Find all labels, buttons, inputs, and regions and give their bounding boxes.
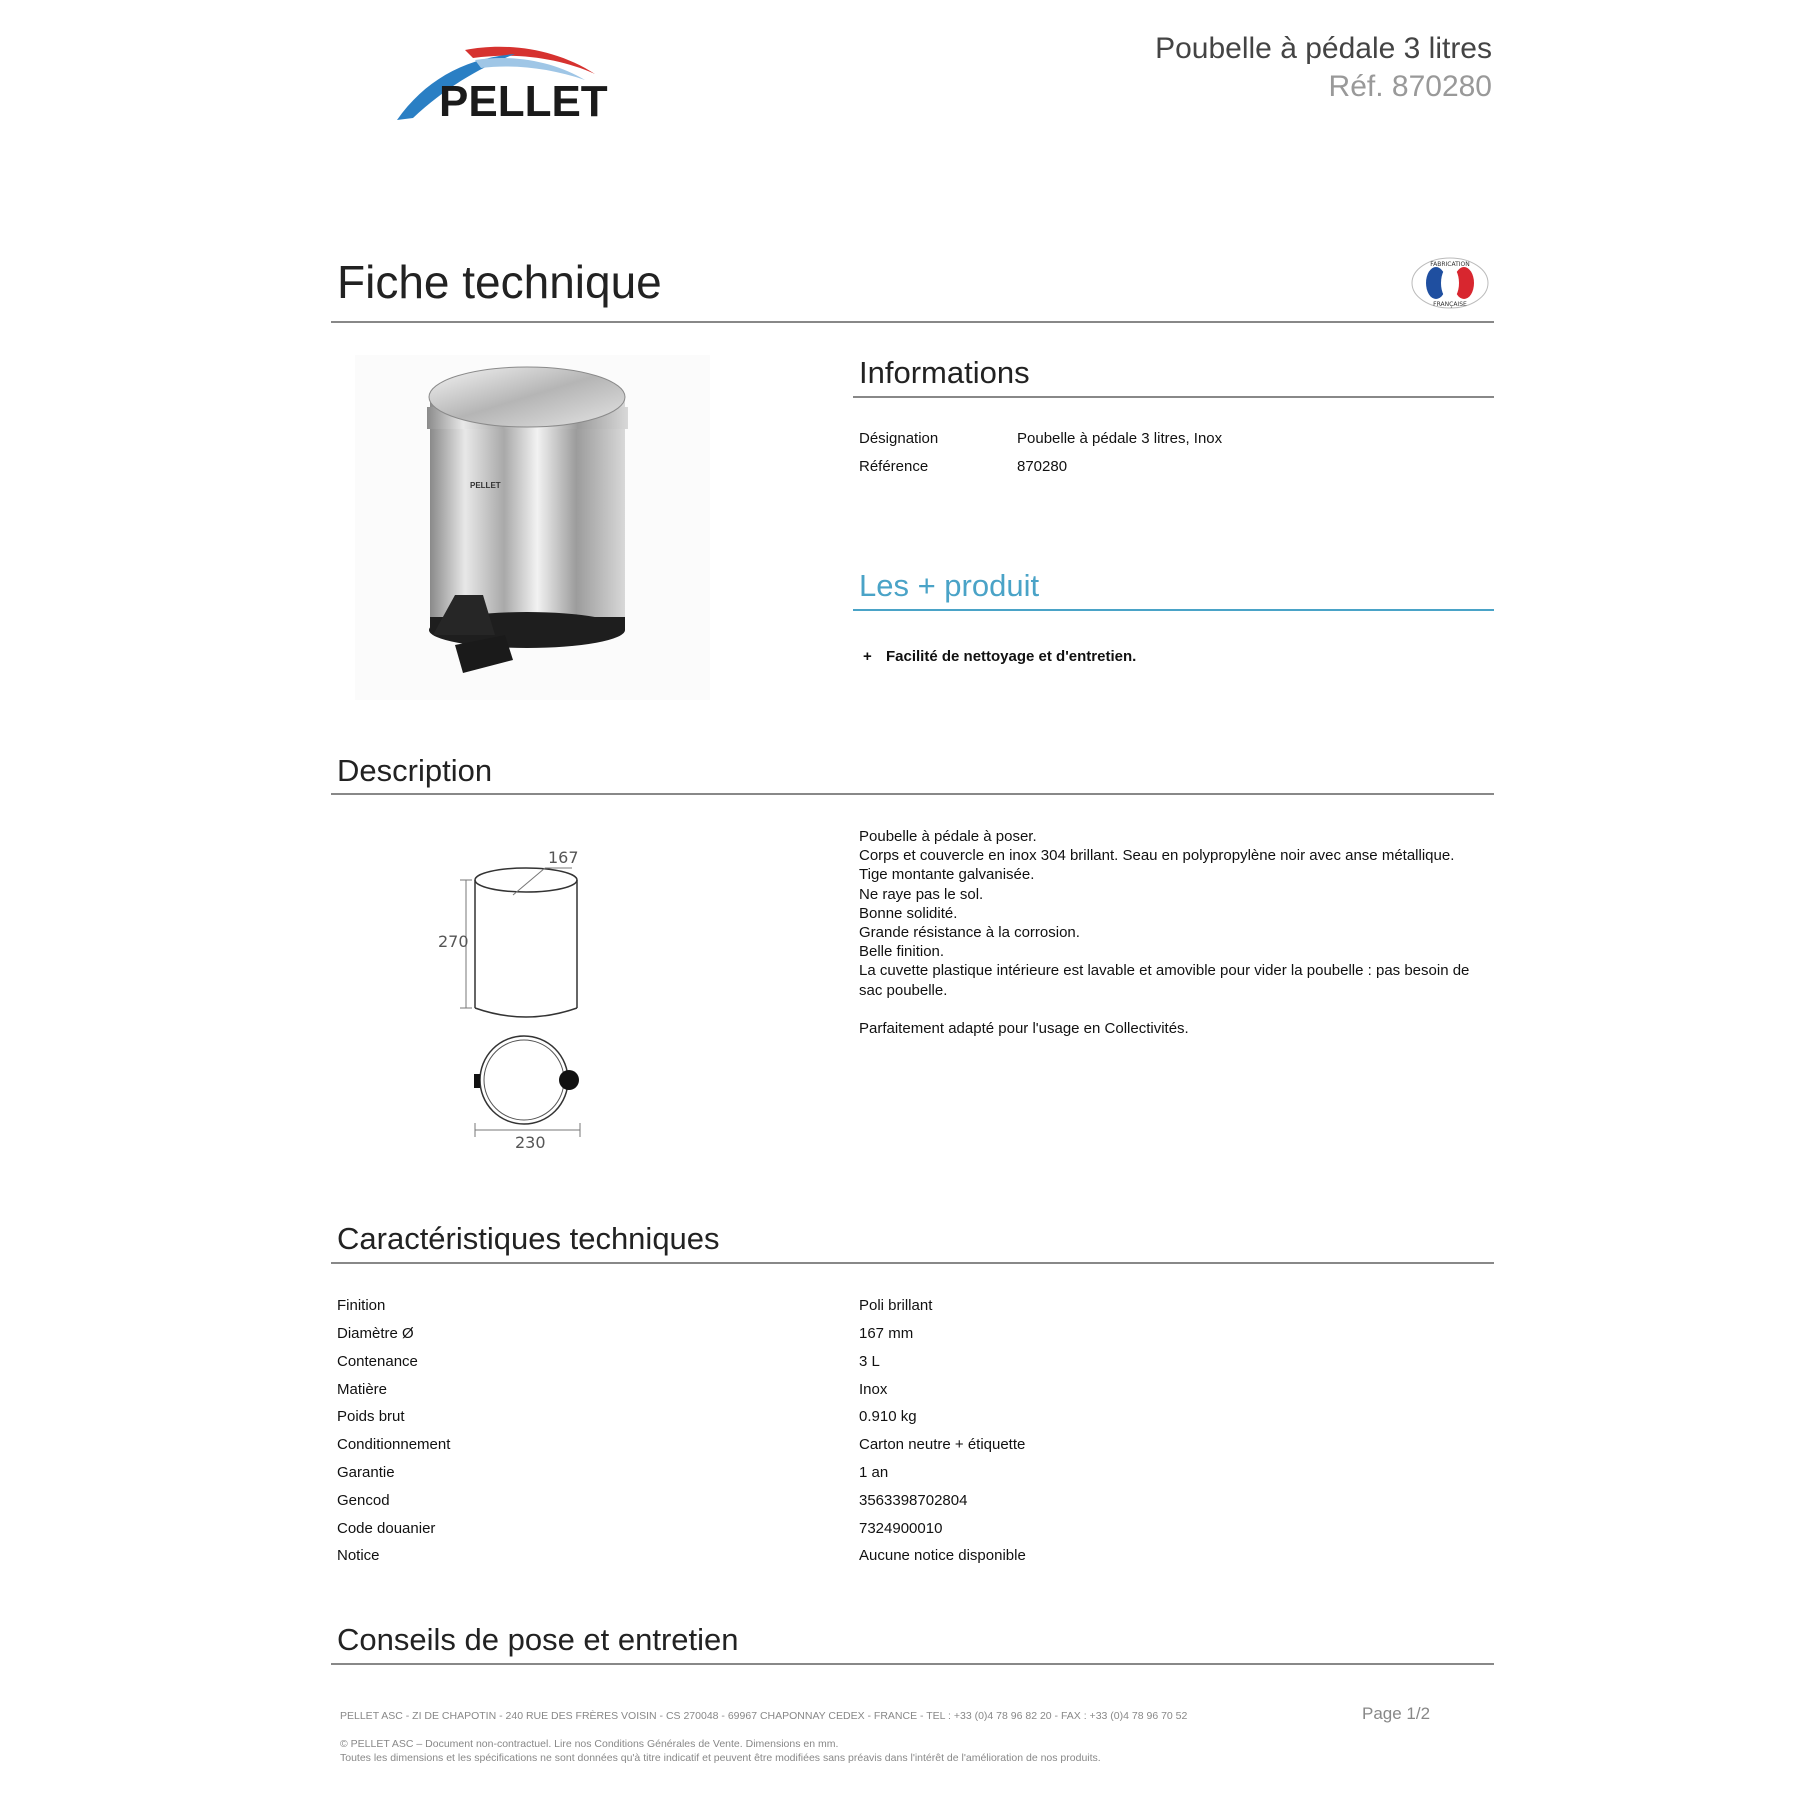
spec-value: 167 mm bbox=[859, 1325, 914, 1342]
description-line: Tige montante galvanisée. bbox=[859, 866, 1035, 884]
spec-row bbox=[337, 1353, 1494, 1379]
header-reference: Réf. 870280 bbox=[1328, 70, 1492, 103]
description-line: Parfaitement adapté pour l'usage en Collectivités. bbox=[859, 1019, 1189, 1037]
description-line: Bonne solidité. bbox=[859, 904, 958, 922]
description-line: La cuvette plastique intérieure est lavable et amovible pour vider la poubelle : pas besoin de bbox=[859, 962, 1470, 980]
spec-label: Garantie bbox=[337, 1464, 395, 1481]
spec-row bbox=[337, 1547, 1494, 1573]
width-label: 230 bbox=[515, 1133, 546, 1150]
fabrication-francaise-badge bbox=[1410, 256, 1490, 310]
pellet-logo bbox=[395, 40, 635, 126]
spec-value: 3 L bbox=[859, 1353, 880, 1370]
spec-label: Code douanier bbox=[337, 1520, 436, 1537]
description-line: Poubelle à pédale à poser. bbox=[859, 828, 1037, 845]
bin-logo-text: PELLET bbox=[470, 481, 501, 490]
spec-value: Carton neutre + étiquette bbox=[859, 1436, 1026, 1453]
description-heading: Description bbox=[337, 753, 493, 788]
spec-label: Diamètre Ø bbox=[337, 1325, 414, 1342]
description-line: Belle finition. bbox=[859, 943, 945, 961]
spec-label: Finition bbox=[337, 1297, 386, 1314]
diameter-label: 167 bbox=[548, 848, 579, 867]
title-rule bbox=[331, 321, 1494, 323]
plus-produit-heading: Les + produit bbox=[859, 568, 1040, 603]
page-title: Fiche technique bbox=[337, 256, 662, 308]
spec-label: Matière bbox=[337, 1381, 388, 1398]
bin-lid bbox=[429, 367, 625, 427]
plus-produit-item: Facilité de nettoyage et d'entretien. bbox=[886, 648, 1137, 665]
spec-row bbox=[337, 1297, 1494, 1323]
description-text bbox=[859, 827, 1494, 1038]
conseils-rule bbox=[331, 1663, 1494, 1665]
spec-value: Inox bbox=[859, 1381, 888, 1398]
spec-label: Gencod bbox=[337, 1492, 390, 1509]
spec-row bbox=[337, 1464, 1494, 1490]
spec-row bbox=[337, 1325, 1494, 1351]
description-rule bbox=[331, 793, 1494, 795]
dimension-drawing bbox=[420, 830, 620, 1150]
description-line bbox=[859, 1000, 1494, 1019]
height-label: 270 bbox=[438, 932, 469, 951]
product-photo bbox=[355, 355, 710, 700]
spec-row bbox=[337, 1436, 1494, 1462]
plus-produit-rule bbox=[853, 609, 1494, 611]
spec-label: Poids brut bbox=[337, 1408, 405, 1425]
drawing-hinge bbox=[474, 1074, 480, 1088]
info-label: Désignation bbox=[859, 430, 939, 447]
spec-label: Conditionnement bbox=[337, 1436, 451, 1453]
caracteristiques-heading: Caractéristiques techniques bbox=[337, 1221, 720, 1256]
drawing-top-view-outer bbox=[480, 1036, 568, 1124]
logo-text: PELLET bbox=[439, 77, 608, 126]
spec-row bbox=[337, 1492, 1494, 1518]
spec-row bbox=[337, 1408, 1494, 1434]
info-value: 870280 bbox=[1017, 458, 1068, 475]
spec-value: Aucune notice disponible bbox=[859, 1547, 1026, 1564]
footer-disclaimer: Toutes les dimensions et les spécifications ne sont données qu'à titre indicatif et peuvent être modifiées sans préavis dans l'intérêt de l'amélioration de nos produits. bbox=[340, 1752, 1101, 1764]
header-product-title: Poubelle à pédale 3 litres bbox=[1155, 32, 1492, 65]
conseils-heading: Conseils de pose et entretien bbox=[337, 1622, 739, 1657]
badge-top-text: FABRICATION bbox=[1430, 261, 1470, 268]
caracteristiques-rule bbox=[331, 1262, 1494, 1264]
info-value: Poubelle à pédale 3 litres, Inox bbox=[1017, 430, 1223, 447]
description-line: sac poubelle. bbox=[859, 981, 948, 999]
spec-row bbox=[337, 1520, 1494, 1546]
spec-value: 0.910 kg bbox=[859, 1408, 917, 1425]
spec-label: Notice bbox=[337, 1547, 380, 1564]
spec-value: 1 an bbox=[859, 1464, 889, 1481]
description-line: Corps et couvercle en inox 304 brillant. Seau en polypropylène noir avec anse métallique. bbox=[859, 847, 1455, 865]
footer-address: PELLET ASC - ZI DE CHAPOTIN - 240 RUE DES FRÈRES VOISIN - CS 270048 - 69967 CHAPONNAY CEDEX - FRANCE - TEL : +33 (0)4 78 96 82 20 - FAX : +33 (0)4 78 96 70 52 bbox=[340, 1710, 1188, 1722]
footer-copyright: © PELLET ASC – Document non-contractuel. Lire nos Conditions Générales de Vente. Dimensions en mm. bbox=[340, 1738, 839, 1750]
spec-value: 3563398702804 bbox=[859, 1492, 968, 1509]
spec-label: Contenance bbox=[337, 1353, 418, 1370]
informations-heading: Informations bbox=[859, 355, 1030, 390]
page-number: Page 1/2 bbox=[1362, 1704, 1431, 1723]
description-line: Ne raye pas le sol. bbox=[859, 885, 984, 903]
spec-row bbox=[337, 1381, 1494, 1407]
informations-rule bbox=[853, 396, 1494, 398]
badge-bottom-text: FRANÇAISE bbox=[1433, 301, 1467, 308]
plus-icon: + bbox=[863, 648, 872, 665]
info-label: Référence bbox=[859, 458, 929, 475]
spec-value: Poli brillant bbox=[859, 1297, 933, 1314]
drawing-top-ellipse bbox=[475, 868, 577, 892]
pedal-bin-image bbox=[355, 355, 710, 700]
spec-value: 7324900010 bbox=[859, 1520, 943, 1537]
description-line: Grande résistance à la corrosion. bbox=[859, 924, 1080, 942]
drawing-pedal-dot bbox=[559, 1070, 579, 1090]
